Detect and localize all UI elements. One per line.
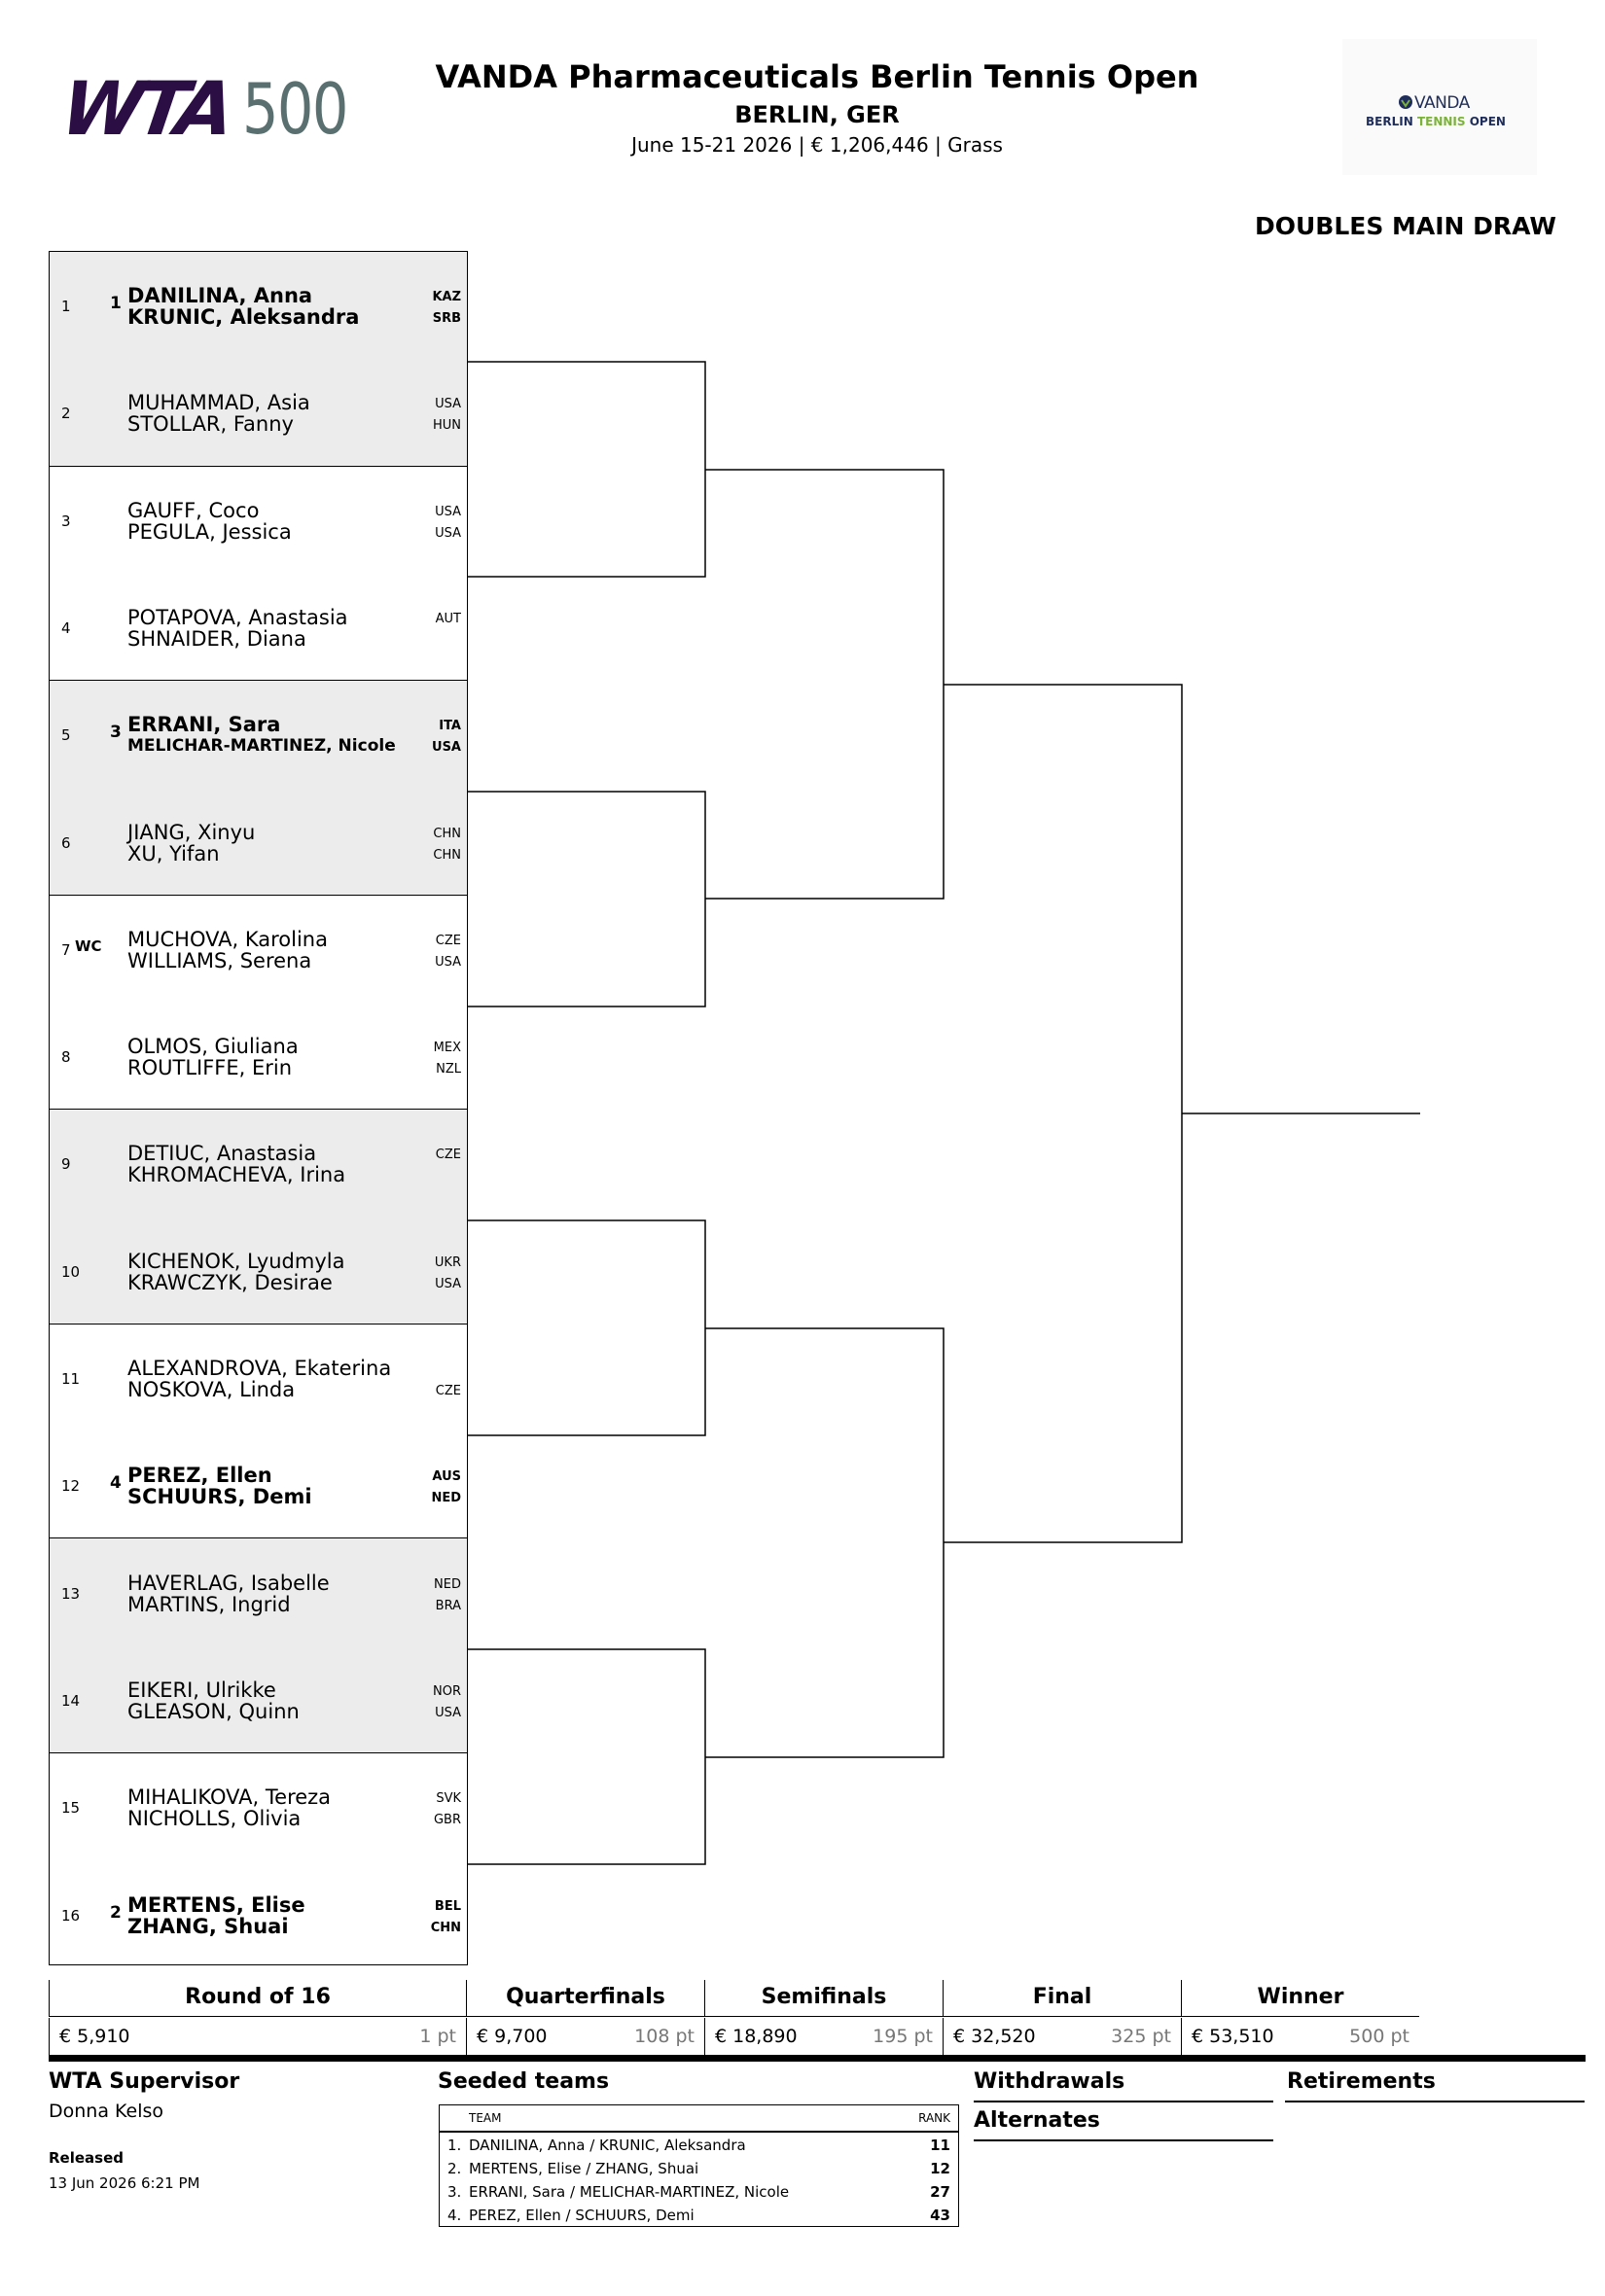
country-code: USA (435, 1705, 461, 1720)
country-code: HUN (432, 418, 461, 434)
draw-slot (50, 1860, 467, 1967)
player-name: PEGULA, Jessica (127, 519, 292, 544)
draw-title: DOUBLES MAIN DRAW (1254, 212, 1556, 240)
player-name: KHROMACHEVA, Irina (127, 1163, 346, 1187)
country-code: ITA (439, 719, 461, 734)
country-code: USA (435, 954, 461, 970)
player-name: GLEASON, Quinn (127, 1699, 300, 1723)
seed-number: 3 (110, 723, 122, 743)
prize-money: € 32,520 (953, 2026, 1036, 2047)
player-name: JIANG, Xinyu (127, 820, 256, 844)
seed-rank: 12 (930, 2160, 950, 2177)
player-name: MUHAMMAD, Asia (127, 391, 310, 415)
released-time: 13 Jun 2026 6:21 PM (49, 2174, 200, 2192)
draw-slot (50, 1752, 467, 1859)
col-rank: RANK (918, 2111, 950, 2125)
player-name: ZHANG, Shuai (127, 1914, 289, 1938)
divider (974, 2139, 1273, 2141)
slot-number: 14 (61, 1691, 81, 1710)
country-code: SRB (432, 311, 461, 326)
country-code: USA (432, 740, 461, 756)
seed-team: PEREZ, Ellen / SCHUURS, Demi (469, 2207, 695, 2224)
player-name: ERRANI, Sara (127, 713, 281, 737)
seed-rank: 43 (930, 2207, 950, 2224)
sponsor-line-a: BERLIN (1366, 115, 1413, 128)
round-prize-sf (704, 2018, 943, 2055)
bracket-line (705, 470, 944, 899)
ranking-points: 195 pt (873, 2026, 933, 2047)
country-code: CHN (430, 1920, 461, 1935)
player-name: DETIUC, Anastasia (127, 1142, 317, 1166)
draw-slot (50, 895, 467, 1002)
player-name: EIKERI, Ulrikke (127, 1678, 276, 1702)
country-code: UKR (434, 1254, 461, 1270)
slot-number: 2 (61, 405, 71, 423)
withdrawals-heading: Withdrawals (974, 2069, 1125, 2094)
seed-team: MERTENS, Elise / ZHANG, Shuai (469, 2160, 699, 2177)
draw-slot (50, 358, 467, 465)
player-name: PEREZ, Ellen (127, 1464, 272, 1488)
prize-money: € 9,700 (477, 2026, 548, 2047)
country-code: KAZ (432, 290, 461, 304)
seed-index: 3. (447, 2183, 462, 2201)
round-header-qf: Quarterfinals (466, 1980, 704, 2017)
round-prize-winner (1181, 2018, 1419, 2055)
player-name: OLMOS, Giuliana (127, 1035, 299, 1059)
table-row (440, 2183, 958, 2207)
wta-logo-text: WTA (55, 65, 234, 152)
ranking-points: 325 pt (1111, 2026, 1171, 2047)
slot-number: 16 (61, 1906, 81, 1925)
bracket-line (468, 792, 705, 1007)
player-name: KRUNIC, Aleksandra (127, 305, 360, 329)
table-row (440, 2137, 958, 2160)
draw-slot (50, 680, 467, 787)
divider (49, 2055, 1586, 2062)
country-code: CHN (433, 847, 461, 863)
player-name: GAUFF, Coco (127, 498, 260, 522)
player-name: WILLIAMS, Serena (127, 948, 312, 972)
country-code: NOR (433, 1683, 461, 1699)
bracket-line (468, 1220, 705, 1435)
divider (1285, 2101, 1585, 2102)
slot-number: 15 (61, 1799, 81, 1818)
country-code: AUS (432, 1469, 461, 1485)
slot-number: 5 (61, 726, 71, 745)
seed-index: 2. (447, 2160, 462, 2177)
ranking-points: 500 pt (1349, 2026, 1409, 2047)
country-code: USA (435, 504, 461, 519)
prize-money: € 5,910 (59, 2026, 130, 2047)
country-code: CZE (435, 933, 461, 948)
country-code: CZE (435, 1384, 461, 1398)
slot-number: 3 (61, 512, 71, 530)
player-name: KRAWCZYK, Desirae (127, 1270, 333, 1294)
tournament-info: June 15-21 2026 | € 1,206,446 | Grass (631, 133, 1003, 157)
draw-slot (50, 1431, 467, 1537)
seed-rank: 11 (930, 2137, 950, 2154)
country-code: USA (435, 1276, 461, 1291)
draw-slot (50, 251, 467, 358)
slot-number: 10 (61, 1262, 81, 1281)
player-name: MELICHAR-MARTINEZ, Nicole (127, 736, 396, 757)
slot-number: 4 (61, 618, 71, 637)
slot-number: 12 (61, 1477, 81, 1496)
player-name: MIHALIKOVA, Tereza (127, 1785, 332, 1810)
released-heading: Released (49, 2149, 124, 2167)
entry-status: WC (75, 936, 102, 955)
bracket-line (705, 1328, 944, 1757)
player-name: KICHENOK, Lyudmyla (127, 1249, 345, 1273)
sponsor-brand: VANDA (1414, 93, 1470, 113)
player-name: XU, Yifan (127, 841, 220, 865)
ranking-points: 108 pt (634, 2026, 695, 2047)
table-rule (440, 2131, 958, 2133)
player-name: NICHOLLS, Olivia (127, 1807, 302, 1831)
table-row (440, 2160, 958, 2183)
slot-number: 9 (61, 1155, 71, 1174)
draw-slot (50, 466, 467, 573)
seeded-teams-table (439, 2104, 959, 2227)
slot-number: 13 (61, 1584, 81, 1603)
seed-rank: 27 (930, 2183, 950, 2201)
player-name: MUCHOVA, Karolina (127, 927, 328, 951)
country-code: CZE (435, 1148, 461, 1163)
draw-slot (50, 1217, 467, 1324)
bracket-line (468, 1649, 705, 1864)
seed-number: 4 (110, 1473, 122, 1494)
player-name: NOSKOVA, Linda (127, 1378, 296, 1401)
divider (974, 2101, 1273, 2102)
player-name: MARTINS, Ingrid (127, 1592, 291, 1616)
table-row (440, 2207, 958, 2230)
bracket-line (944, 685, 1182, 1542)
player-name: ROUTLIFFE, Erin (127, 1056, 293, 1080)
player-name: SHNAIDER, Diana (127, 626, 306, 651)
country-code: NZL (436, 1062, 461, 1077)
seed-index: 4. (447, 2207, 462, 2224)
ranking-points: 1 pt (419, 2026, 456, 2047)
slot-number: 1 (61, 298, 71, 315)
country-code: NED (431, 1491, 461, 1506)
player-name: MERTENS, Elise (127, 1892, 305, 1917)
player-name: DANILINA, Anna (127, 284, 313, 307)
bracket-line (468, 362, 705, 577)
slot-number: 7 (61, 940, 71, 959)
country-code: GBR (433, 1813, 461, 1828)
draw-slot (50, 1002, 467, 1109)
round-header-winner: Winner (1181, 1980, 1419, 2017)
seeded-teams-heading: Seeded teams (438, 2069, 610, 2094)
player-name: SCHUURS, Demi (127, 1485, 312, 1509)
country-code: BEL (434, 1898, 461, 1914)
slot-number: 6 (61, 833, 71, 852)
sponsor-event-name (1366, 115, 1506, 128)
slot-number: 8 (61, 1048, 71, 1067)
prize-money: € 18,890 (715, 2026, 798, 2047)
seed-team: DANILINA, Anna / KRUNIC, Aleksandra (469, 2137, 746, 2154)
sponsor-line-c: OPEN (1469, 115, 1506, 128)
seed-number: 2 (110, 1902, 122, 1923)
country-code: NED (434, 1576, 461, 1592)
draw-slot (50, 788, 467, 895)
slot-number: 11 (61, 1370, 81, 1388)
country-code: MEX (433, 1041, 461, 1056)
sponsor-logo (1342, 39, 1537, 175)
country-code: CHN (433, 826, 461, 841)
seed-index: 1. (447, 2137, 462, 2154)
retirements-heading: Retirements (1287, 2069, 1436, 2094)
sponsor-line-b: TENNIS (1416, 115, 1466, 128)
round-header-final: Final (943, 1980, 1181, 2017)
alternates-heading: Alternates (974, 2108, 1100, 2133)
tournament-title: VANDA Pharmaceuticals Berlin Tennis Open (435, 58, 1199, 95)
country-code: AUT (435, 611, 461, 626)
tournament-city: BERLIN, GER (734, 101, 900, 128)
round-header-r16: Round of 16 (49, 1980, 466, 2017)
player-name: ALEXANDROVA, Ekaterina (127, 1357, 392, 1380)
country-code: SVK (436, 1791, 461, 1807)
player-name: HAVERLAG, Isabelle (127, 1571, 330, 1595)
draw-slot (50, 1324, 467, 1431)
country-code: USA (435, 525, 461, 541)
seed-number: 1 (110, 294, 122, 313)
draw-slot (50, 573, 467, 680)
round-prize-r16 (49, 2018, 466, 2055)
vanda-mark-icon (1397, 93, 1414, 111)
round-header-sf: Semifinals (704, 1980, 943, 2017)
seed-team: ERRANI, Sara / MELICHAR-MARTINEZ, Nicole (469, 2183, 790, 2201)
col-team: TEAM (469, 2111, 502, 2125)
country-code: BRA (435, 1598, 461, 1613)
prize-money: € 53,510 (1192, 2026, 1274, 2047)
round-prize-qf (466, 2018, 704, 2055)
supervisor-name: Donna Kelso (49, 2101, 164, 2122)
draw-slot (50, 1109, 467, 1216)
tier-logo-text: 500 (241, 68, 347, 150)
country-code: USA (435, 397, 461, 412)
player-name: POTAPOVA, Anastasia (127, 605, 348, 629)
draw-slot (50, 1538, 467, 1645)
draw-slot (50, 1645, 467, 1752)
round-prize-final (943, 2018, 1181, 2055)
player-name: STOLLAR, Fanny (127, 412, 294, 437)
supervisor-heading: WTA Supervisor (49, 2069, 240, 2094)
